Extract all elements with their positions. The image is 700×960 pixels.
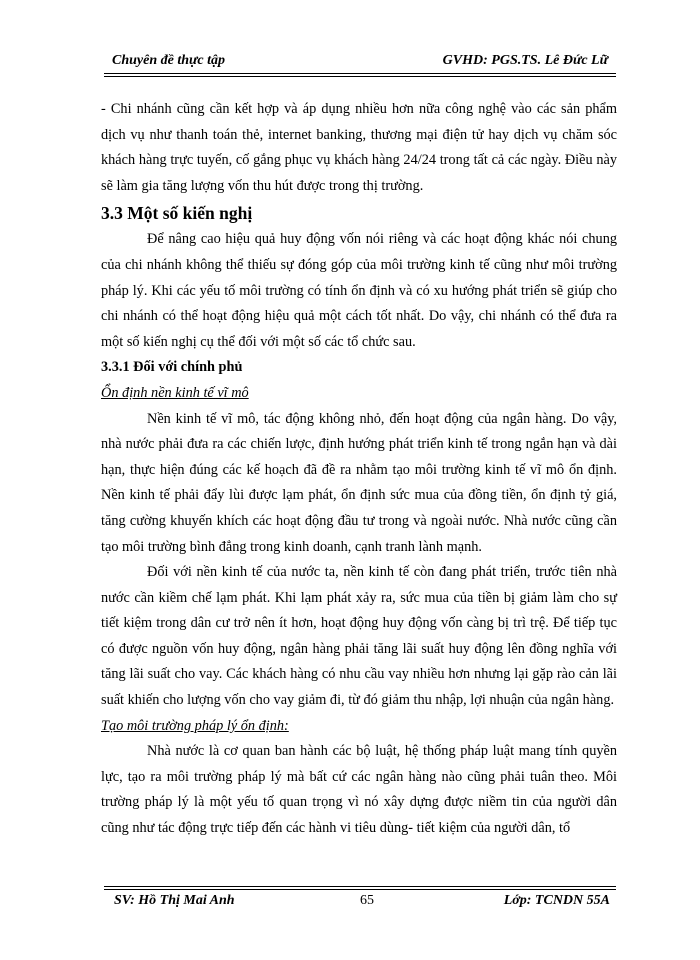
page-body (101, 97, 617, 842)
footer-class: Lớp: TCNDN 55A (503, 893, 610, 908)
footer-rule-thin (104, 886, 616, 887)
section-title: 3.3 Một số kiến nghị (101, 203, 253, 224)
header-rule-thick (104, 73, 616, 74)
paragraph-intro-recommendations: Để nâng cao hiệu quả huy động vốn nói riêng và các hoạt động khác nói chung của chi nhánh không thể thiếu sự đóng góp của môi trường kinh tế cũng như môi trường pháp lý. Khi các yếu tố môi trường có tính ổn định và có xu hướng phát triển sẽ giúp cho chi nhánh có thể hoạt động hiệu quả một cách tốt nhất. Do vậy, chi nhánh có thể đưa ra một số kiến nghị cụ thể đối với một số các tổ chức sau. (101, 231, 617, 350)
header-advisor: GVHD: PGS.TS. Lê Đức Lữ (442, 53, 608, 68)
footer-rule-thick (104, 889, 616, 890)
paragraph-inflation: Đối với nền kinh tế của nước ta, nền kinh tế còn đang phát triển, trước tiên nhà nước cần kiềm chế lạm phát. Khi lạm phát xảy ra, sức mua của tiền bị giảm làm cho sự tiết kiệm trong dân cư trở nên ít hơn, hoạt động huy động vốn càng bị trì trệ. Để tiếp tục có được nguồn vốn huy động, ngân hàng phải tăng lãi suất huy động lên đồng nghĩa với tăng lãi suất cho vay. Các khách hàng có nhu cầu vay nhiều hơn nhưng lại gặp rào cản lãi suất khiến cho lượng vốn cho vay giảm đi, từ đó giảm thu nhập, lợi nhuận của ngân hàng. (101, 564, 617, 709)
paragraph-macro-economy: Nền kinh tế vĩ mô, tác động không nhỏ, đến hoạt động của ngân hàng. Do vậy, nhà nước phải đưa ra các chiến lược, định hướng phát triển kinh tế trong ngắn hạn và dài hạn, thực hiện đúng các kế hoạch đã đề ra nhằm tạo môi trường kinh tế vĩ mô ổn định. Nền kinh tế phải đẩy lùi được lạm phát, ổn định sức mua của đồng tiền, ổn định tỷ giá, tăng cường khuyến khích các hoạt động đầu tư trong và ngoài nước. Nhà nước cũng cần tạo môi trường bình đẳng trong kinh doanh, cạnh tranh lành mạnh. (101, 410, 617, 555)
header-doc-title: Chuyên đề thực tập (112, 53, 226, 68)
paragraph-legal-environment: Nhà nước là cơ quan ban hành các bộ luật, hệ thống pháp luật mang tính quyền lực, tạo ra môi trường pháp lý mà bất cứ các ngân hàng nào cũng phải tuân theo. Môi trường pháp lý là một yếu tố quan trọng vì nó xây dựng được niềm tin của người dân cũng như tác động trực tiếp đến các hành vi tiêu dùng- tiết kiệm của người dân, tổ (101, 743, 617, 837)
paragraph-branch-technology: - Chi nhánh cũng cần kết hợp và áp dụng nhiều hơn nữa công nghệ vào các sản phẩm dịch vụ như thanh toán thẻ, internet banking, thương mại điện tử hay dịch vụ chăm sóc khách hàng trực tuyến, cố gắng phục vụ khách hàng 24/24 trong tất cả các ngày. Điều này sẽ làm gia tăng lượng vốn thu hút được trong thị trường. (101, 101, 617, 194)
heading-macro-stability: Ổn định nền kinh tế vĩ mô (101, 384, 249, 401)
page-number: 65 (360, 893, 374, 908)
page-footer (104, 893, 616, 913)
footer-student: SV: Hồ Thị Mai Anh (114, 893, 235, 908)
header-rule-thin (104, 76, 616, 77)
page-header (104, 53, 612, 73)
subsection-title: 3.3.1 Đối với chính phủ (101, 359, 243, 376)
heading-legal-environment: Tạo môi trường pháp lý ổn định: (101, 717, 289, 734)
